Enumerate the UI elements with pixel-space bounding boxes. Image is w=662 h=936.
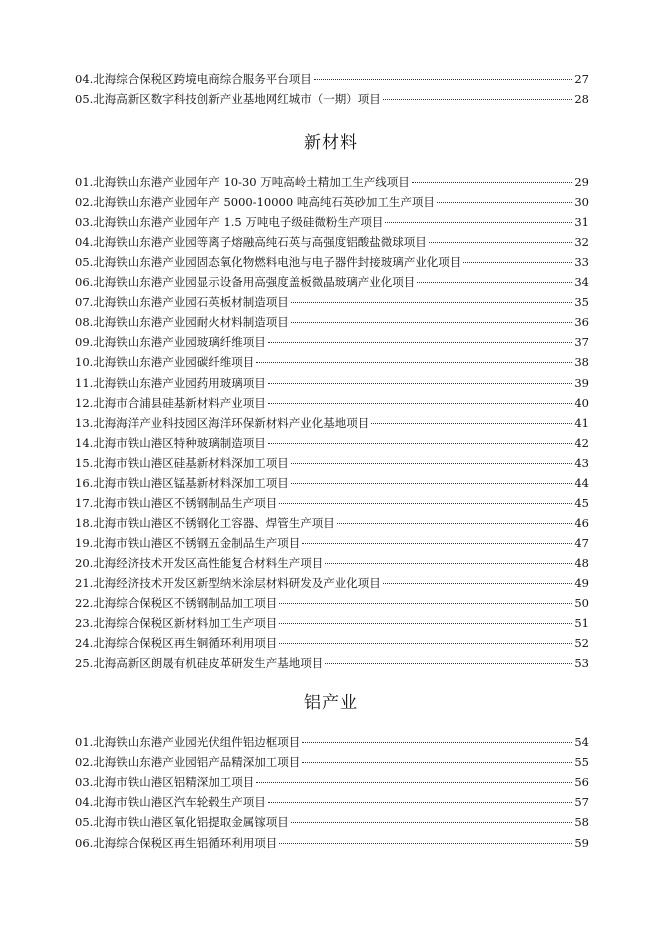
toc-entry-page: 46 [574,515,589,530]
toc-entry-label: 06.北海铁山东港产业园显示设备用高强度盖板微晶玻璃产业化项目 [75,275,416,290]
toc-entry-label: 18.北海市铁山港区不锈钢化工容器、焊管生产项目 [75,515,335,530]
toc-entry-page: 31 [574,215,589,230]
toc-entry-label: 02.北海铁山东港产业园年产 5000-10000 吨高纯石英砂加工生产项目 [75,195,435,210]
toc-entry[interactable] [75,772,589,792]
dot-leader [337,523,573,524]
toc-entry-page: 38 [574,355,589,370]
toc-entry[interactable] [75,613,589,633]
toc-entry-page: 40 [574,395,589,410]
dot-leader [314,79,573,80]
toc-entry[interactable] [75,513,589,533]
dot-leader [268,802,573,803]
dot-leader [302,543,572,544]
toc-entry[interactable] [75,732,589,752]
toc-entry-label: 16.北海市铁山港区锰基新材料深加工项目 [75,475,289,490]
dot-leader [268,383,573,384]
toc-entry-page: 33 [574,255,589,270]
toc-entry-page: 49 [574,576,589,590]
toc-entry-label: 20.北海经济技术开发区高性能复合材料生产项目 [75,555,324,570]
dot-leader [268,403,573,404]
dot-leader [325,563,572,564]
toc-entry[interactable] [75,292,589,312]
toc-entry[interactable] [75,633,589,653]
toc-entry-page: 53 [574,656,589,671]
toc-entry-label: 06.北海综合保税区再生铝循环利用项目 [75,835,278,850]
toc-entry[interactable] [75,553,589,573]
toc-entry-label: 11.北海铁山东港产业园药用玻璃项目 [75,375,266,390]
dot-leader [268,443,573,444]
toc-entry-page: 28 [574,92,589,106]
dot-leader [279,843,572,844]
toc-entry-page: 34 [574,275,589,290]
toc-entry[interactable] [75,752,589,772]
toc-entry-page: 36 [574,315,589,330]
section-heading-aluminium: 铝产业 [304,693,358,713]
toc-entry-label: 05.北海铁山东港产业园固态氧化物燃料电池与电子器件封接玻璃产业化项目 [75,255,462,270]
toc-entry[interactable] [75,433,589,453]
toc-entry-label: 01.北海铁山东港产业园年产 10-30 万吨高岭土精加工生产线项目 [75,175,410,189]
toc-entry[interactable] [75,533,589,553]
toc-entry-label: 02.北海铁山东港产业园铝产品精深加工项目 [75,755,301,770]
toc-entry[interactable] [75,352,589,372]
toc-entry-label: 22.北海综合保税区不锈钢制品加工项目 [75,596,278,611]
toc-entry[interactable] [75,473,589,493]
toc-entry-page: 52 [574,636,589,651]
toc-entry-label: 05.北海市铁山港区氧化铝提取金属镓项目 [75,815,289,830]
dot-leader [291,822,573,823]
toc-entry-label: 08.北海铁山东港产业园耐火材料制造项目 [75,315,289,330]
dot-leader [412,182,573,183]
dot-leader [291,463,573,464]
toc-entry-page: 54 [574,735,589,749]
dot-leader [417,282,572,283]
toc-entry-label: 14.北海市铁山港区特种玻璃制造项目 [75,435,266,450]
toc-entry[interactable] [75,69,589,89]
dot-leader [256,362,572,363]
toc-entry-label: 09.北海铁山东港产业园玻璃纤维项目 [75,335,266,350]
toc-entry-label: 10.北海铁山东港产业园碳纤维项目 [75,355,255,370]
toc-entry-page: 51 [574,616,589,631]
toc-entry[interactable] [75,812,589,832]
toc-entry-label: 13.北海海洋产业科技园区海洋环保新材料产业化基地项目 [75,415,370,430]
dot-leader [302,762,572,763]
toc-entry[interactable] [75,89,589,109]
dot-leader [383,583,573,584]
toc-entry-page: 43 [574,455,589,470]
dot-leader [291,302,573,303]
toc-entry[interactable] [75,833,589,853]
dot-leader [383,99,573,100]
toc-entry-label: 07.北海铁山东港产业园石英板材制造项目 [75,295,289,310]
toc-entry-page: 56 [574,775,589,790]
dot-leader [279,503,572,504]
dot-leader [371,423,572,424]
toc-entry-label: 25.北海高新区朗晟有机硅皮革研发生产基地项目 [75,656,324,671]
toc-entry-page: 29 [574,175,589,189]
dot-leader [279,603,572,604]
toc-entry[interactable] [75,272,589,292]
toc-entry-page: 35 [574,295,589,310]
toc-entry-page: 48 [574,555,589,570]
toc-entry-label: 21.北海经济技术开发区新型纳米涂层材料研发及产业化项目 [75,576,381,590]
toc-entry[interactable] [75,332,589,352]
toc-entry[interactable] [75,413,589,433]
toc-entry-label: 04.北海铁山东港产业园等离子熔融高纯石英与高强度铝酸盐微球项目 [75,235,427,250]
toc-entry-page: 55 [574,755,589,770]
toc-entry[interactable] [75,232,589,252]
toc-entry[interactable] [75,393,589,413]
toc-entry-label: 15.北海市铁山港区硅基新材料深加工项目 [75,455,289,470]
toc-entry-page: 32 [574,235,589,250]
toc-entry-label: 03.北海市铁山港区铝精深加工项目 [75,775,255,790]
toc-entry-label: 01.北海铁山东港产业园光伏组件铝边框项目 [75,735,301,749]
toc-entry-page: 37 [574,335,589,350]
toc-entry-label: 12.北海市合浦县硅基新材料产业项目 [75,395,266,410]
toc-entry-label: 17.北海市铁山港区不锈钢制品生产项目 [75,495,278,510]
toc-entry[interactable] [75,373,589,393]
dot-leader [291,483,573,484]
dot-leader [385,222,572,223]
toc-entry[interactable] [75,653,589,673]
dot-leader [291,322,573,323]
toc-entry-page: 50 [574,596,589,611]
dot-leader [325,663,572,664]
toc-entry[interactable] [75,453,589,473]
dot-leader [279,643,572,644]
toc-entry-label: 24.北海综合保税区再生铜循环利用项目 [75,636,278,651]
toc-entry-page: 45 [574,495,589,510]
toc-entry-page: 41 [574,415,589,430]
toc-entry-page: 27 [574,72,589,86]
toc-entry[interactable] [75,252,589,272]
toc-entry-page: 30 [574,195,589,210]
toc-entry-page: 59 [574,835,589,850]
toc-entry-label: 19.北海市铁山港区不锈钢五金制品生产项目 [75,535,301,550]
toc-entry[interactable] [75,172,589,192]
toc-entry-label: 03.北海铁山东港产业园年产 1.5 万吨电子级硅微粉生产项目 [75,215,384,230]
toc-entry-page: 42 [574,435,589,450]
toc-entry-label: 04.北海综合保税区跨境电商综合服务平台项目 [75,72,312,86]
toc-entry[interactable] [75,312,589,332]
toc-entry-page: 39 [574,375,589,390]
dot-leader [256,782,572,783]
toc-entry[interactable] [75,493,589,513]
dot-leader [463,262,572,263]
dot-leader [429,242,573,243]
dot-leader [268,342,573,343]
toc-entry-page: 47 [574,535,589,550]
toc-entry-label: 23.北海综合保税区新材料加工生产项目 [75,616,278,631]
section-heading-new-materials: 新材料 [304,133,358,153]
dot-leader [302,742,572,743]
toc-entry[interactable] [75,573,589,593]
toc-entry-label: 04.北海市铁山港区汽车轮毂生产项目 [75,795,266,810]
toc-entry[interactable] [75,593,589,613]
toc-entry-page: 57 [574,795,589,810]
dot-leader [437,202,573,203]
toc-entry[interactable] [75,192,589,212]
toc-entry-page: 44 [574,475,589,490]
toc-entry-page: 58 [574,815,589,830]
toc-entry[interactable] [75,792,589,812]
toc-entry[interactable] [75,212,589,232]
dot-leader [279,623,572,624]
toc-entry-label: 05.北海高新区数字科技创新产业基地网红城市（一期）项目 [75,92,381,106]
